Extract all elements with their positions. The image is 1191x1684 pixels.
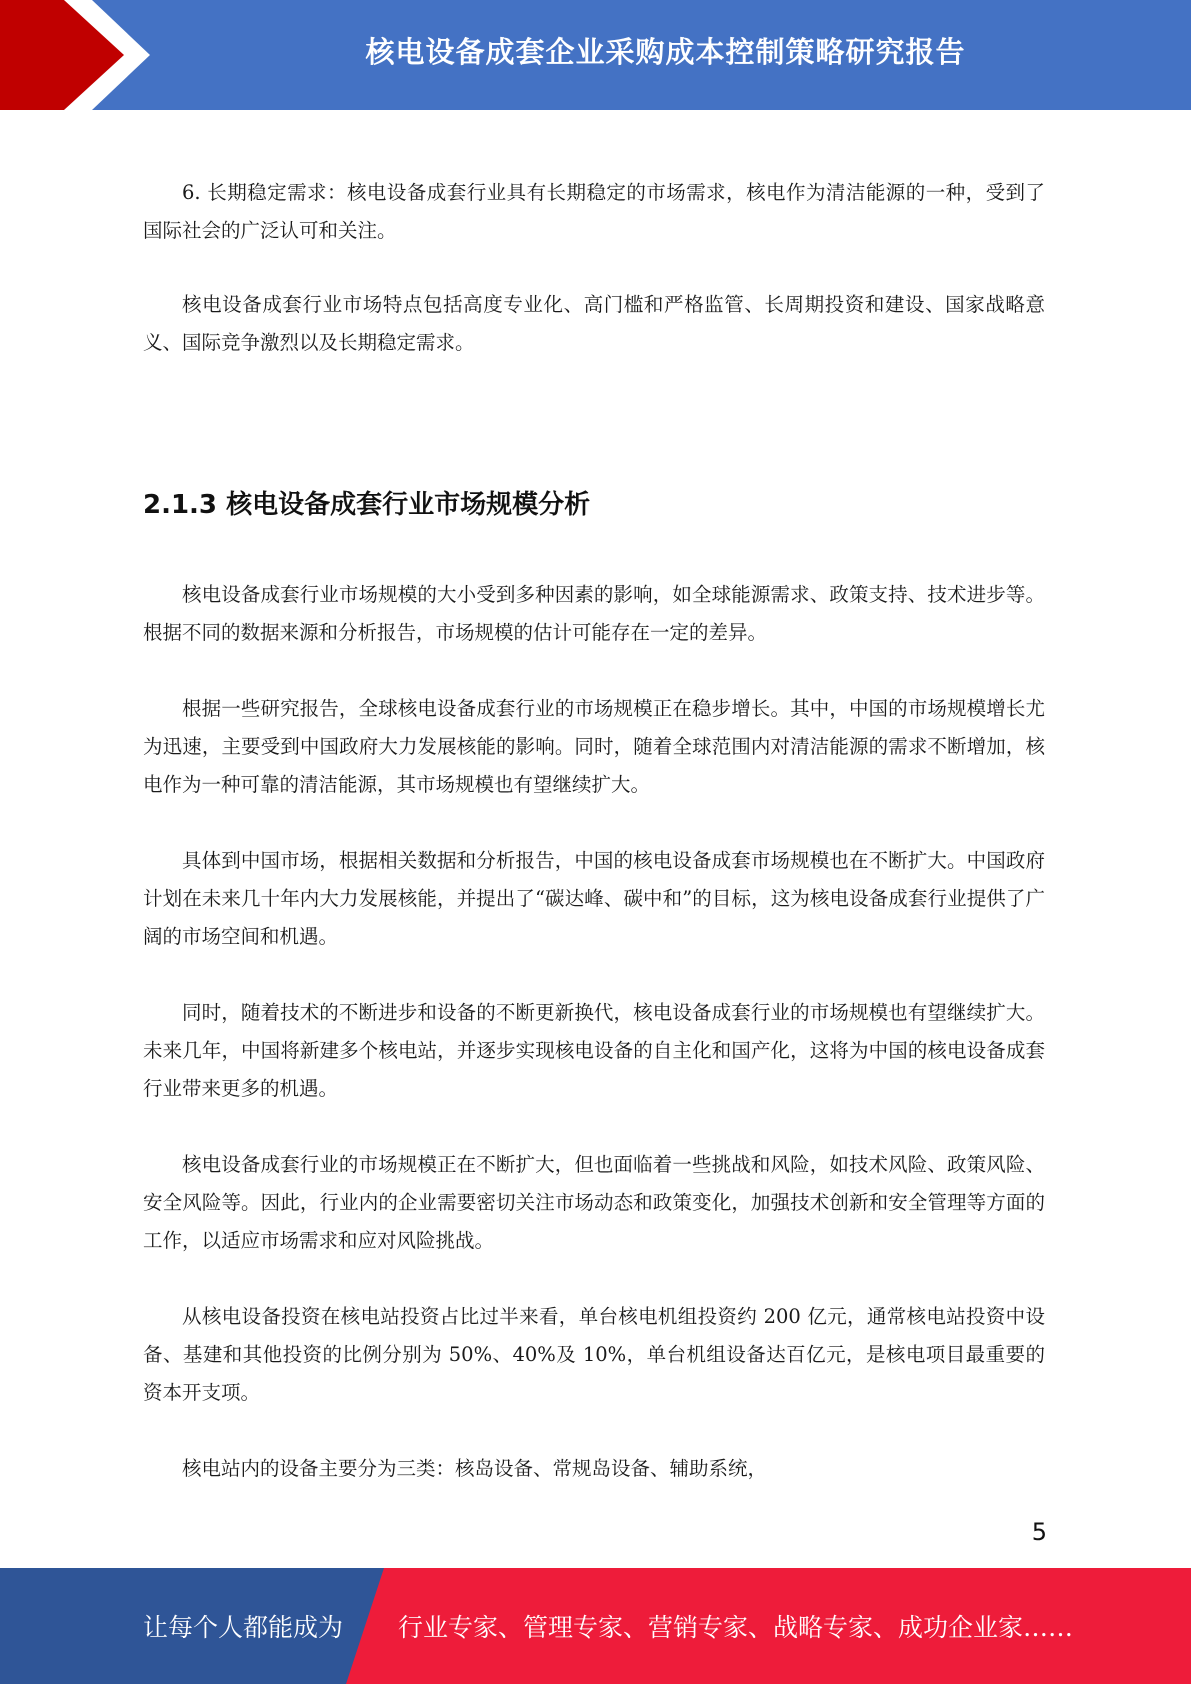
paragraph-china-market: 具体到中国市场，根据相关数据和分析报告，中国的核电设备成套市场规模也在不断扩大。中国政府计划在未来几十年内大力发展核能，并提出了“碳达峰、碳中和”的目标，这为核电设备成套行业提供了广阔的市场空间和机遇。 — [143, 849, 1045, 948]
section-heading: 2.1.3 核电设备成套行业市场规模分析 — [143, 490, 591, 520]
paragraph-challenges-risks: 核电设备成套行业的市场规模正在不断扩大，但也面临着一些挑战和风险，如技术风险、政策风险、安全风险等。因此，行业内的企业需要密切关注市场动态和政策变化，加强技术创新和安全管理等方面的工作，以适应市场需求和应对风险挑战。 — [143, 1153, 1045, 1252]
page-header — [0, 0, 1191, 110]
paragraph-investment-ratio: 从核电设备投资在核电站投资占比过半来看，单台核电机组投资约 200 亿元，通常核电站投资中设备、基建和其他投资的比例分别为 50%、40%及 10%，单台机组设备达百亿元，是核电项目最重要的资本开支项。 — [143, 1305, 1045, 1404]
paragraph-technology-progress: 同时，随着技术的不断进步和设备的不断更新换代，核电设备成套行业的市场规模也有望继续扩大。未来几年，中国将新建多个核电站，并逐步实现核电设备的自主化和国产化，这将为中国的核电设备成套行业带来更多的机遇。 — [143, 1001, 1045, 1100]
paragraph-long-term-demand: 6. 长期稳定需求：核电设备成套行业具有长期稳定的市场需求，核电作为清洁能源的一种，受到了国际社会的广泛认可和关注。 — [143, 181, 1045, 242]
paragraph-market-features-summary: 核电设备成套行业市场特点包括高度专业化、高门槛和严格监管、长周期投资和建设、国家战略意义、国际竞争激烈以及长期稳定需求。 — [143, 293, 1045, 354]
paragraph-market-size-factors: 核电设备成套行业市场规模的大小受到多种因素的影响，如全球能源需求、政策支持、技术进步等。根据不同的数据来源和分析报告，市场规模的估计可能存在一定的差异。 — [143, 583, 1045, 644]
paragraph-equipment-categories: 核电站内的设备主要分为三类：核岛设备、常规岛设备、辅助系统， — [182, 1457, 768, 1480]
page-number: 5 — [1031, 1518, 1047, 1546]
paragraph-global-growth: 根据一些研究报告，全球核电设备成套行业的市场规模正在稳步增长。其中，中国的市场规模增长尤为迅速，主要受到中国政府大力发展核能的影响。同时，随着全球范围内对清洁能源的需求不断增加，核电作为一种可靠的清洁能源，其市场规模也有望继续扩大。 — [143, 697, 1045, 796]
page-footer — [0, 1568, 1191, 1684]
header-title: 核电设备成套企业采购成本控制策略研究报告 — [365, 34, 966, 69]
footer-slogan-left: 让每个人都能成为 — [143, 1613, 344, 1642]
footer-slogan-right: 行业专家、管理专家、营销专家、战略专家、成功企业家…… — [398, 1613, 1074, 1642]
